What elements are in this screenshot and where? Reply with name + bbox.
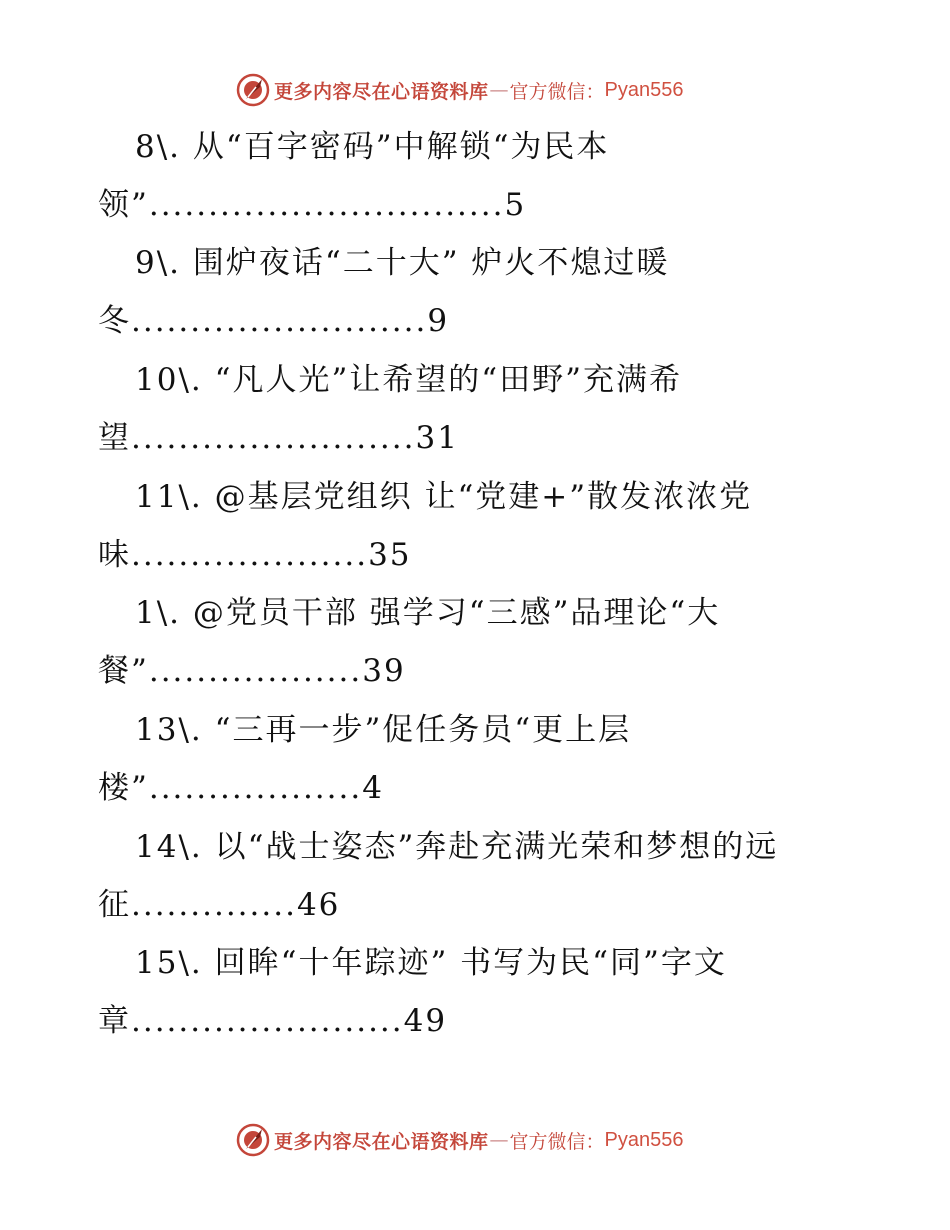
toc-entry-title: 11\. @基层党组织 让“党建+”散发浓浓党 xyxy=(135,479,753,515)
watermark-wechat-id: Pyan556 xyxy=(604,78,684,101)
watermark-separator: — xyxy=(489,79,509,101)
quill-logo-icon xyxy=(236,1123,270,1157)
toc-entry-title: 9\. 围炉夜话“二十大” 炉火不熄过暖 xyxy=(135,245,670,281)
watermark-wechat-label: 官方微信： xyxy=(509,1130,605,1153)
watermark-main-text: 更多内容尽在心语资料库 xyxy=(274,80,489,103)
quill-logo-icon xyxy=(236,73,270,107)
toc-entry-page: 味....................35 xyxy=(98,537,412,573)
watermark-wechat-id: Pyan556 xyxy=(604,1128,684,1151)
toc-entry-page: 望........................31 xyxy=(98,420,459,456)
toc-entry-page: 楼”..................4 xyxy=(98,770,384,806)
toc-entry-title: 14\. 以“战士姿态”奔赴充满光荣和梦想的远 xyxy=(135,829,779,865)
toc-entry-page: 章.......................49 xyxy=(98,1003,448,1039)
toc-entry-title: 10\. “凡人光”让希望的“田野”充满希 xyxy=(135,362,682,398)
toc-entry-title: 15\. 回眸“十年踪迹” 书写为民“同”字文 xyxy=(135,945,727,981)
watermark-wechat-label: 官方微信： xyxy=(509,80,605,103)
header-watermark xyxy=(236,72,684,108)
toc-entry-title: 1\. @党员干部 强学习“三感”品理论“大 xyxy=(135,595,721,631)
toc-entry-title: 13\. “三再一步”促任务员“更上层 xyxy=(135,712,632,748)
toc-entry-page: 冬.........................9 xyxy=(98,303,450,339)
toc-entry-title: 8\. 从“百字密码”中解锁“为民本 xyxy=(135,129,610,165)
toc-entry-page: 餐”..................39 xyxy=(98,653,406,689)
toc-entry-page: 领”..............................5 xyxy=(98,187,527,223)
footer-watermark xyxy=(236,1122,684,1158)
toc-entry-page: 征..............46 xyxy=(98,887,341,923)
watermark-separator: — xyxy=(489,1129,509,1151)
watermark-main-text: 更多内容尽在心语资料库 xyxy=(274,1130,489,1153)
